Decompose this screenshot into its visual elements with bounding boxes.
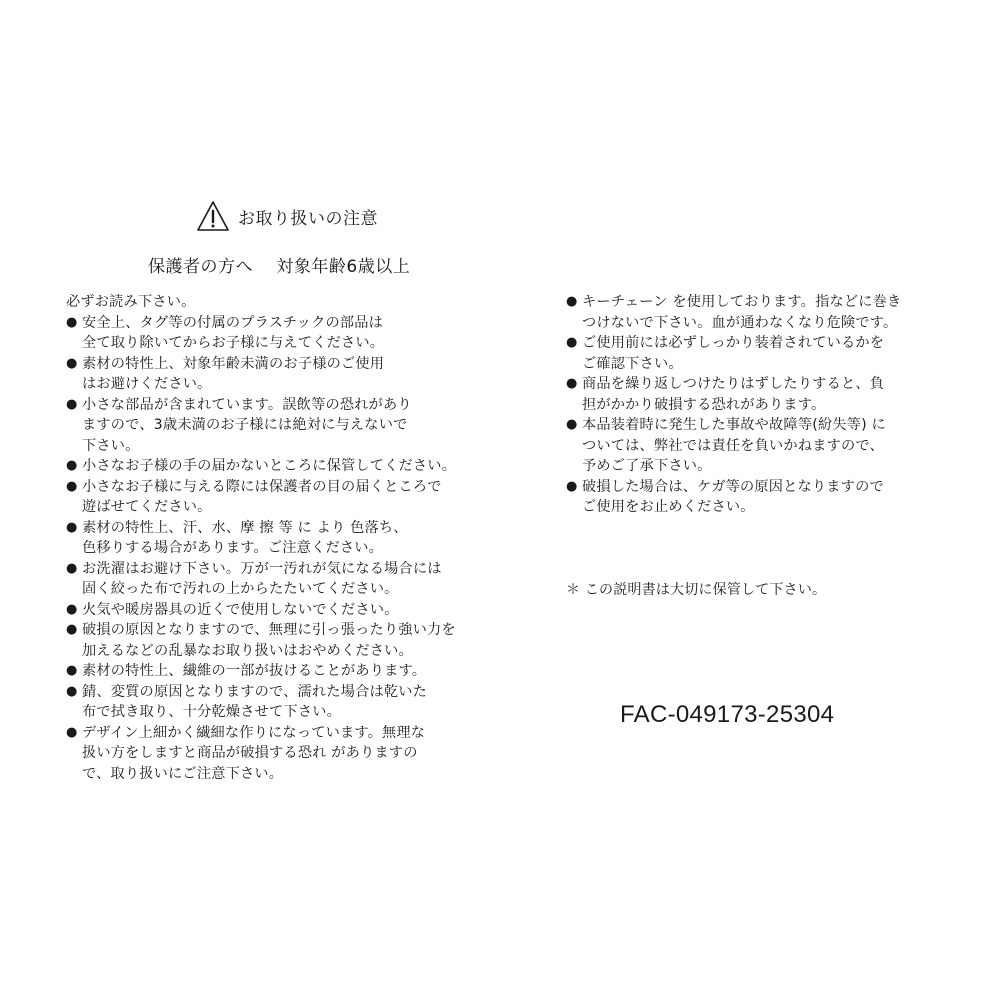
caution-item-line: 錆、変質の原因となりますので、濡れた場合は乾いた (82, 683, 428, 700)
caution-item-line: 扱い方をしますと商品が破損する恐れ がありますの (82, 745, 418, 761)
caution-item (66, 456, 496, 477)
caution-item-line: 安全上、タグ等の付属のプラスチックの部品は (82, 314, 384, 331)
bullet-dot: ● (66, 683, 78, 699)
caution-heading-text: お取り扱いの注意 (238, 208, 378, 229)
caution-item-text (82, 354, 384, 395)
bullet-dot: ● (566, 335, 578, 350)
caution-item (66, 477, 496, 518)
caution-item (66, 600, 496, 621)
caution-item-text (82, 661, 426, 682)
product-code: FAC-049173-25304 (620, 701, 835, 728)
caution-item-line: 素材の特性上、汗、水、摩 擦 等 に より 色落ち、 (82, 519, 408, 536)
bullet-dot: ● (66, 396, 78, 412)
caution-item (566, 292, 986, 333)
caution-item-line: つけないで下さい。血が通わなくなり危険です。 (582, 314, 898, 331)
caution-item (66, 723, 496, 785)
caution-item-line: 破損した場合は、ケガ等の原因となりますので (582, 478, 884, 495)
bullet-dot: ● (66, 519, 78, 535)
caution-item-line: ご使用前には必ずしっかり装着されているかを (582, 335, 885, 351)
bullet-dot: ● (66, 355, 78, 371)
caution-item (66, 518, 496, 559)
caution-item-line: 素材の特性上、対象年齢未満のお子様のご使用 (82, 355, 385, 372)
caution-item-line: 破損の原因となりますので、無理に引っ張ったり強い力を (82, 622, 456, 638)
keep-instructions-note: ＊ この説明書は大切に保管して下さい。 (566, 582, 827, 598)
caution-item-line: 全て取り除いてからお子様に与えてください。 (82, 335, 385, 351)
caution-item-line: ますので、3歳未満のお子様には絶対に与えないで (82, 417, 408, 433)
caution-item-text (82, 313, 384, 354)
caution-item-text (82, 477, 442, 518)
bullet-dot: ● (566, 478, 578, 494)
caution-item (66, 620, 496, 661)
caution-item-text (82, 559, 442, 600)
caution-item-line: 火気や暖房器具の近くで使用しないでください。 (82, 601, 399, 618)
caution-item (66, 313, 496, 354)
caution-item-text (582, 292, 901, 333)
read-notice: 必ずお読み下さい。 (66, 294, 196, 310)
bullet-dot: ● (66, 622, 78, 637)
caution-item-text (582, 477, 884, 518)
caution-item-line: 予めご了承下さい。 (582, 458, 712, 474)
caution-item-line: キーチェーン を使用しております。指などに巻き (582, 294, 902, 310)
caution-item-line: 遊ばせてください。 (82, 499, 212, 515)
bullet-dot: ● (566, 294, 578, 309)
caution-item-line: 小さな部品が含まれています。誤飲等の恐れがあり (82, 396, 412, 413)
caution-item-line: 色移りする場合があります。ご注意ください。 (82, 540, 384, 556)
caution-item (66, 682, 496, 723)
caution-item-line: デザイン上細かく繊細な作りになっています。無理な (82, 724, 426, 741)
caution-item (66, 395, 496, 457)
bullet-dot: ● (66, 478, 78, 494)
caution-item (566, 374, 986, 415)
bullet-dot: ● (66, 724, 78, 740)
bullet-dot: ● (566, 417, 578, 432)
warning-triangle-icon (196, 200, 230, 232)
caution-item-line: ご確認下さい。 (582, 355, 683, 372)
left-item-list (66, 313, 496, 785)
bullet-dot: ● (66, 458, 78, 473)
caution-item-line: 布で拭き取り、十分乾燥させて下さい。 (82, 704, 341, 720)
right-item-list (566, 292, 986, 518)
caution-item-text (82, 518, 408, 559)
caution-item-line: 素材の特性上、繊維の一部が抜けることがあります。 (82, 663, 427, 679)
bullet-dot: ● (66, 663, 78, 678)
bullet-dot: ● (66, 560, 78, 576)
caution-item (566, 477, 986, 518)
caution-item-line: はお避けください。 (82, 376, 212, 392)
guardian-age-notice: 保護者の方へ 対象年齢6歳以上 (148, 257, 411, 277)
left-column (66, 292, 496, 784)
caution-item-text (582, 333, 884, 374)
caution-item (566, 333, 986, 374)
caution-item-line: 固く絞った布で汚れの上からたたいてください。 (82, 581, 399, 597)
caution-item-line: ご使用をお止めください。 (582, 499, 755, 515)
caution-item-line: 担がかかり破損する恐れがあります。 (582, 396, 826, 413)
caution-item-line: ついては、弊社では責任を負いかねますので、 (582, 437, 884, 454)
caution-item-text (82, 620, 456, 661)
caution-item-text (582, 374, 884, 415)
bullet-dot: ● (66, 601, 78, 617)
caution-item-line: 本品装着時に発生した事故や故障等(紛失等) に (582, 417, 886, 433)
caution-item-line: で、取り扱いにご注意下さい。 (82, 765, 284, 782)
caution-item-line: 小さなお子様の手の届かないところに保管してください。 (82, 458, 457, 474)
caution-item (66, 661, 496, 682)
caution-item-line: 小さなお子様に与える際には保護者の目の届くところで (82, 478, 442, 495)
caution-item-text (82, 600, 399, 621)
caution-item-line: 下さい。 (82, 437, 140, 454)
caution-item (566, 415, 986, 477)
caution-item-line: 加えるなどの乱暴なお取り扱いはおやめください。 (82, 642, 413, 659)
caution-item-line: 商品を繰り返しつけたりはずしたりすると、負 (582, 376, 885, 392)
caution-item-text (82, 456, 456, 477)
caution-heading (196, 200, 378, 232)
caution-item (66, 559, 496, 600)
caution-item-text (582, 415, 886, 477)
caution-item-text (82, 723, 425, 785)
caution-item-text (82, 682, 427, 723)
caution-item-text (82, 395, 412, 457)
bullet-dot: ● (566, 376, 578, 391)
caution-item (66, 354, 496, 395)
bullet-dot: ● (66, 314, 78, 330)
caution-item-line: お洗濯はお避け下さい。万が一汚れが気になる場合には (82, 560, 442, 577)
right-column (566, 292, 986, 518)
